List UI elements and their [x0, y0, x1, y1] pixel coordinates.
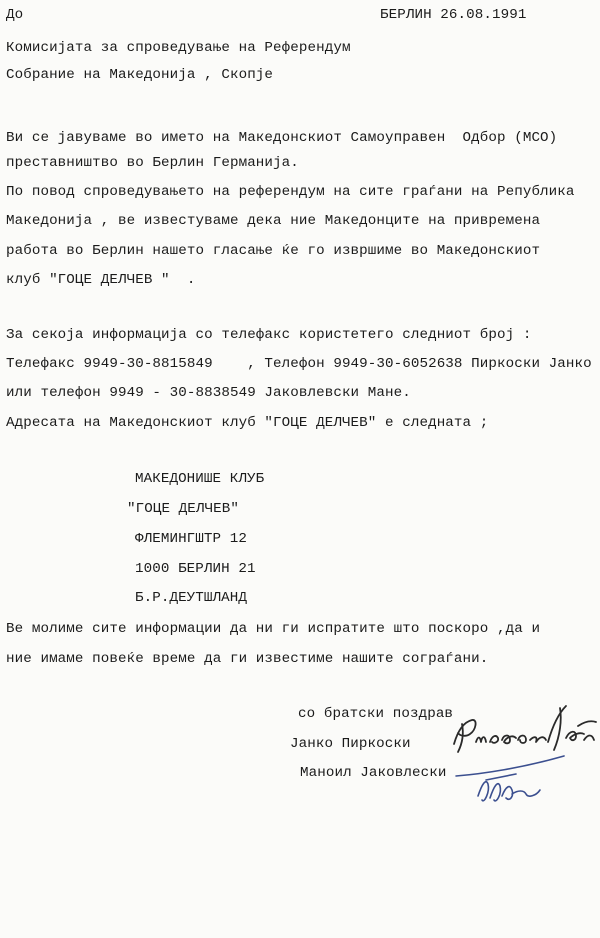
body-line: За секоја информација со телефакс користетего следниот број : — [6, 327, 532, 343]
body-line: Ве молиме сите информации да ни ги испратите што поскоро ,да и — [6, 621, 541, 637]
closing-greeting: со братски поздрав — [298, 706, 454, 722]
to-label: До — [6, 7, 24, 23]
date-location: БЕРЛИН 26.08.1991 — [380, 7, 527, 23]
body-line: Македонија , ве известуваме дека ние Македонците на привремена — [6, 213, 541, 229]
body-line: По повод спроведувањето на референдум на сите граѓани на Република — [6, 184, 575, 200]
signer-name: Маноил Јаковлески — [300, 765, 447, 781]
body-line: работа во Берлин нашето гласање ќе го извршиме во Македонскиот — [6, 243, 541, 259]
body-line: клуб "ГОЦЕ ДЕЛЧЕВ " . — [6, 272, 196, 288]
body-line: Телефакс 9949-30-8815849 , Телефон 9949-30-6052638 Пиркоски Јанко — [6, 356, 592, 372]
recipient-line: Комисијата за спроведување на Референдум — [6, 40, 351, 56]
body-line: преставништво во Берлин Германија. — [6, 155, 299, 171]
body-line: ние имаме повеќе време да ги известиме нашите сограѓани. — [6, 651, 489, 667]
body-line: Ви се јавуваме во името на Македонскиот Самоуправен Одбор (МСО) — [6, 130, 558, 146]
address-line: "ГОЦЕ ДЕЛЧЕВ" — [127, 501, 239, 517]
address-line: 1000 БЕРЛИН 21 — [135, 561, 256, 577]
signer-name: Јанко Пиркоски — [290, 736, 411, 752]
handwritten-signature-jakovleski — [452, 750, 572, 812]
recipient-line: Собрание на Македонија , Скопје — [6, 67, 274, 83]
body-line: или телефон 9949 - 30-8838549 Јаковлевски Мане. — [6, 385, 411, 401]
address-line: МАКЕДОНИШЕ КЛУБ — [135, 471, 265, 487]
body-line: Адресата на Македонскиот клуб "ГОЦЕ ДЕЛЧЕВ" е следната ; — [6, 415, 489, 431]
address-line: Б.Р.ДЕУТШЛАНД — [135, 590, 247, 606]
address-line: ФЛЕМИНГШТР 12 — [135, 531, 247, 547]
